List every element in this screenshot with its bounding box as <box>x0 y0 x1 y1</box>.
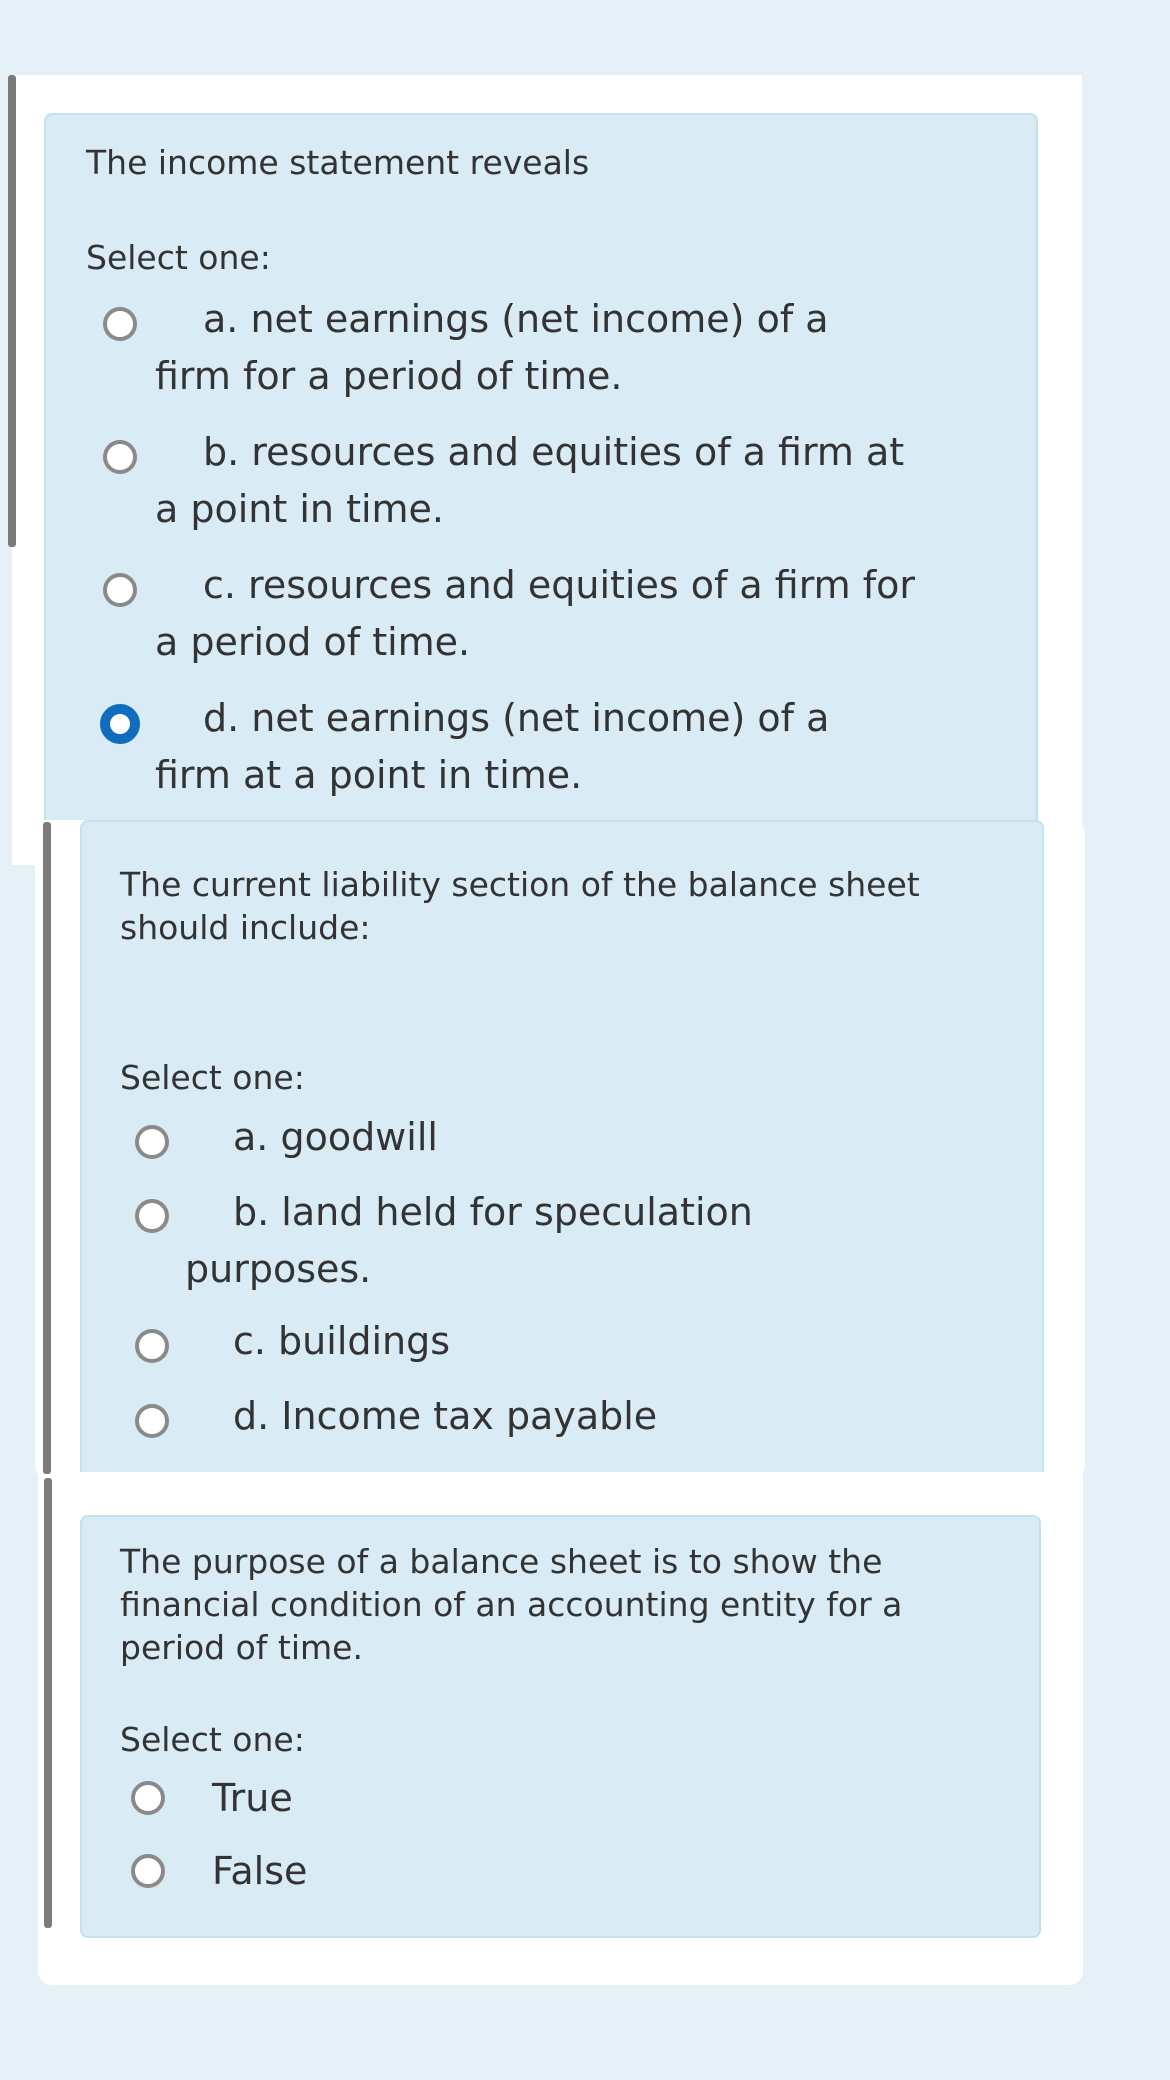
radio-q2-option-d[interactable] <box>135 1404 169 1438</box>
question-line: should include: <box>120 908 371 947</box>
radio-q2-option-b[interactable] <box>135 1199 169 1233</box>
answer-q1-option-d[interactable] <box>155 690 829 804</box>
radio-q1-option-d-selected[interactable] <box>100 704 140 744</box>
question-flag-bar-3 <box>44 1478 52 1928</box>
answer-q2-option-d[interactable] <box>185 1388 657 1445</box>
answer-q2-option-c[interactable] <box>185 1313 450 1370</box>
answer-line: firm at a point in time. <box>155 753 583 797</box>
radio-q3-false[interactable] <box>131 1854 165 1888</box>
radio-q3-true[interactable] <box>131 1781 165 1815</box>
question-line: financial condition of an accounting entity for a <box>120 1585 903 1624</box>
answer-line: a. goodwill <box>233 1115 438 1159</box>
select-one-prompt-1: Select one: <box>86 238 271 277</box>
answer-line: c. buildings <box>233 1319 451 1363</box>
answer-line: a. net earnings (net income) of a <box>203 297 829 341</box>
question-text-3 <box>120 1540 902 1669</box>
question-flag-bar-1 <box>8 75 16 547</box>
answer-line: firm for a period of time. <box>155 354 623 398</box>
answer-q3-true[interactable] <box>212 1770 293 1827</box>
radio-q2-option-a[interactable] <box>135 1125 169 1159</box>
answer-line: a point in time. <box>155 487 445 531</box>
answer-q3-false[interactable] <box>212 1843 307 1900</box>
select-one-prompt-3: Select one: <box>120 1720 305 1759</box>
question-text-1: The income statement reveals <box>86 143 590 182</box>
answer-line: d. net earnings (net income) of a <box>203 696 830 740</box>
question-line: The current liability section of the balance sheet <box>120 865 920 904</box>
answer-line: purposes. <box>185 1247 372 1291</box>
answer-q1-option-c[interactable] <box>155 557 915 671</box>
answer-line: False <box>212 1849 308 1893</box>
radio-q2-option-c[interactable] <box>135 1329 169 1363</box>
radio-q1-option-b[interactable] <box>103 440 137 474</box>
radio-q1-option-c[interactable] <box>103 573 137 607</box>
answer-q2-option-a[interactable] <box>185 1109 438 1166</box>
question-text-2 <box>120 863 920 949</box>
radio-q1-option-a[interactable] <box>103 307 137 341</box>
answer-line: a period of time. <box>155 620 471 664</box>
select-one-prompt-2: Select one: <box>120 1058 305 1097</box>
answer-line: d. Income tax payable <box>233 1394 658 1438</box>
question-line: The purpose of a balance sheet is to show the <box>120 1542 883 1581</box>
answer-line: c. resources and equities of a firm for <box>203 563 916 607</box>
answer-line: b. land held for speculation <box>233 1190 753 1234</box>
question-flag-bar-2 <box>43 822 51 1474</box>
answer-line: True <box>212 1776 293 1820</box>
question-line: period of time. <box>120 1628 363 1667</box>
answer-line: b. resources and equities of a firm at <box>203 430 905 474</box>
answer-q1-option-b[interactable] <box>155 424 904 538</box>
answer-q1-option-a[interactable] <box>155 291 829 405</box>
answer-q2-option-b[interactable] <box>185 1184 753 1298</box>
